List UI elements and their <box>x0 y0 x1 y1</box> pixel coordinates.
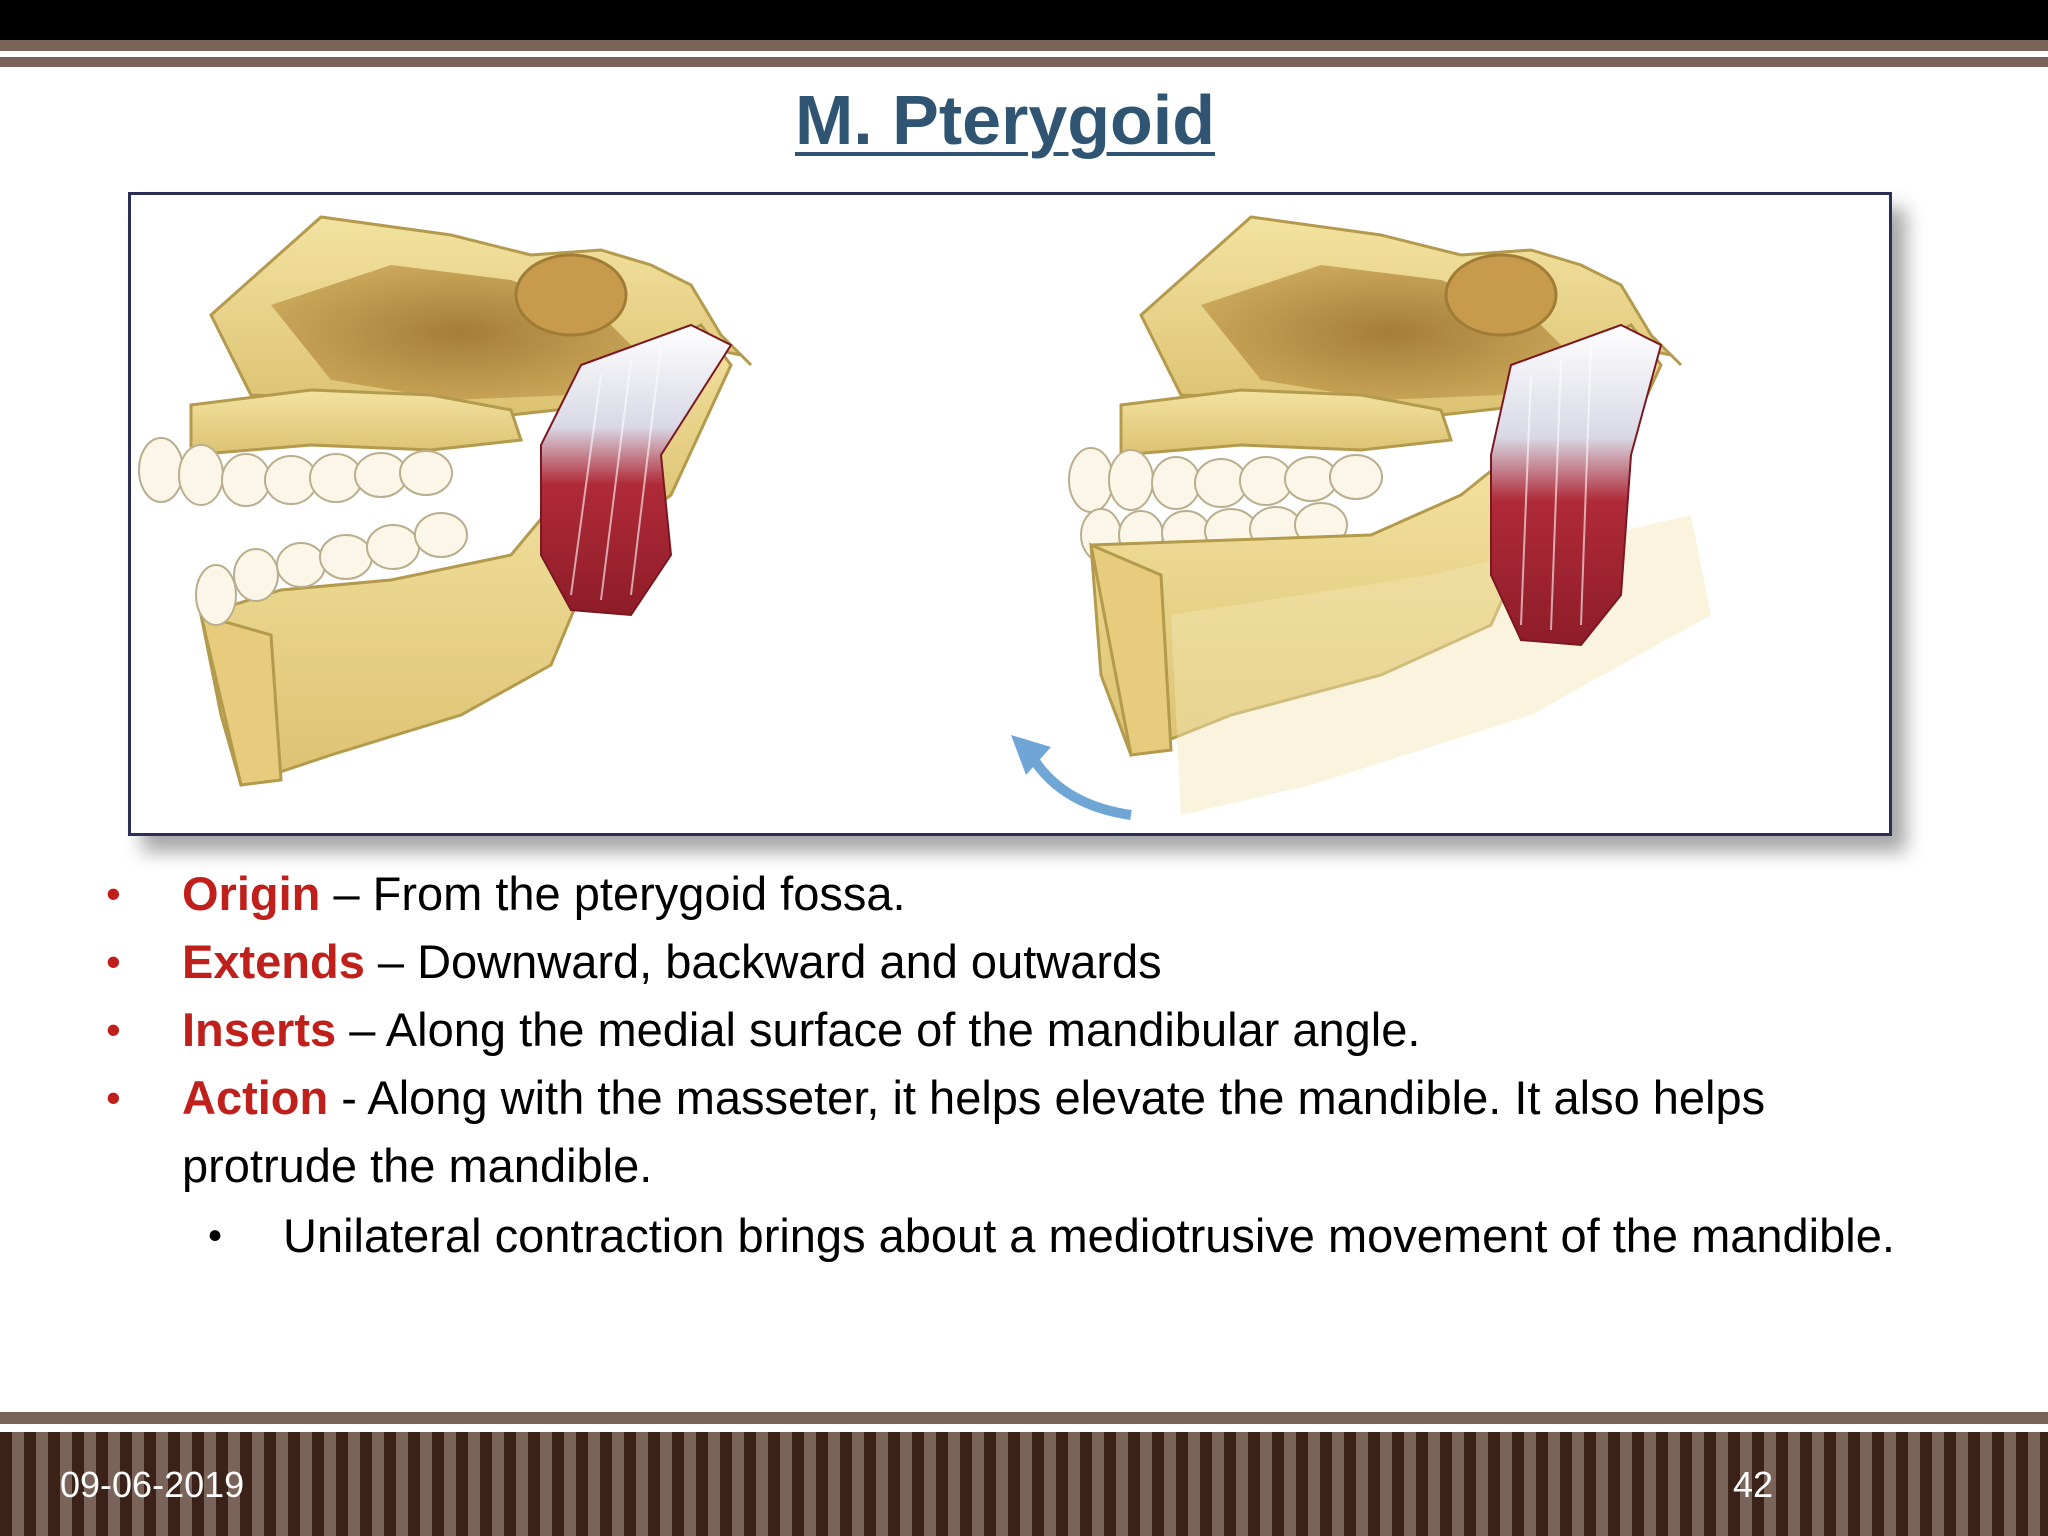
skull-right <box>1069 217 1711 815</box>
curved-arrow-icon <box>1011 735 1131 815</box>
bullet-icon: • <box>106 870 121 917</box>
sub-list-item <box>100 1202 1900 1270</box>
term-inserts: Inserts <box>182 1003 337 1056</box>
term-action: Action <box>182 1071 329 1124</box>
list-item <box>100 860 1900 928</box>
term-origin: Origin <box>182 867 321 920</box>
bullet-icon: • <box>208 1214 223 1258</box>
top-stripe <box>0 57 2048 67</box>
bullet-icon: • <box>106 1074 121 1121</box>
top-stripe <box>0 40 2048 51</box>
bullet-text: - Along with the masseter, it helps elevate the mandible. It also helps protrude the mandible. <box>182 1071 1766 1192</box>
list-item <box>100 1064 1900 1200</box>
bullet-icon: • <box>106 938 121 985</box>
sub-bullet-text: Unilateral contraction brings about a mediotrusive movement of the mandible. <box>283 1209 1895 1262</box>
bullet-icon: • <box>106 1006 121 1053</box>
bullet-list <box>100 860 1900 1270</box>
skull-left <box>139 217 751 785</box>
bottom-stripe <box>0 1412 2048 1424</box>
top-bar <box>0 0 2048 40</box>
bullet-text: – Downward, backward and outwards <box>364 935 1162 988</box>
anatomy-figure <box>128 192 1892 836</box>
bullet-text: – Along the medial surface of the mandibular angle. <box>336 1003 1421 1056</box>
bullet-text: – From the pterygoid fossa. <box>320 867 906 920</box>
anatomy-illustration <box>131 195 1889 833</box>
list-item <box>100 996 1900 1064</box>
list-item <box>100 928 1900 996</box>
page-number: 42 <box>1732 1464 1773 1505</box>
slide-title: M. Pterygoid <box>794 81 1216 159</box>
term-extends: Extends <box>182 935 365 988</box>
footer-date: 09-06-2019 <box>60 1464 245 1505</box>
footer-bar <box>0 1432 2048 1536</box>
